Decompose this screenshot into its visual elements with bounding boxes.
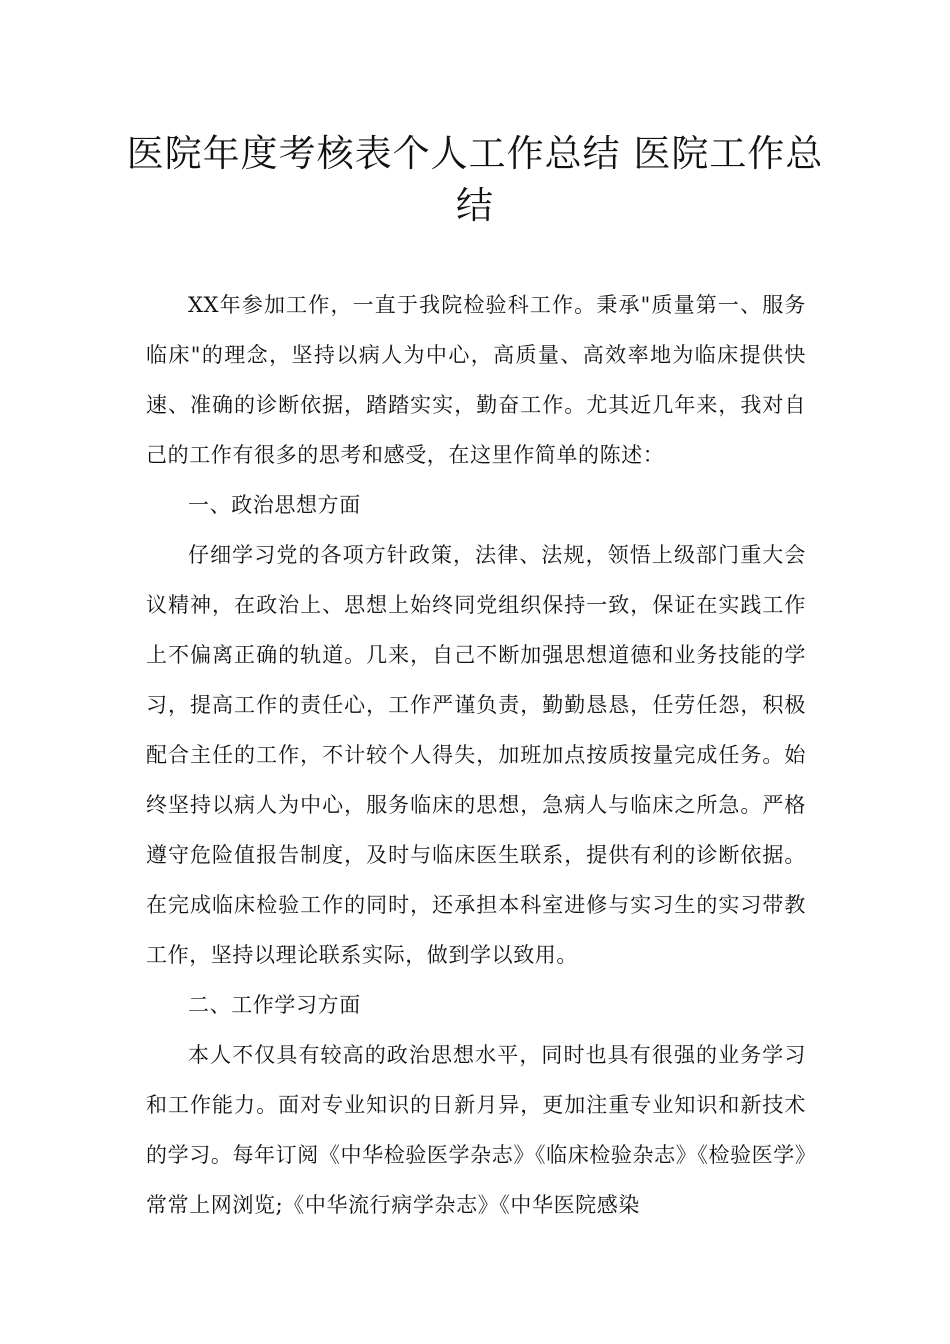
politics-paragraph: 仔细学习党的各项方针政策，法律、法规，领悟上级部门重大会议精神，在政治上、思想上始终同党组织保持一致，保证在实践工作上不偏离正确的轨道。几来，自己不断加强思想道德和业务技能的学习，提高工作的责任心，工作严谨负责，勤勤恳恳，任劳任怨，积极配合主任的工作，不计较个人得失，加班加点按质按量完成任务。始终坚持以病人为中心，服务临床的思想，急病人与临床之所急。严格遵守危险值报告制度，及时与临床医生联系，提供有利的诊断依据。在完成临床检验工作的同时，还承担本科室进修与实习生的实习带教工作，坚持以理论联系实际，做到学以致用。 <box>146 543 806 967</box>
section-heading-politics: 一、政治思想方面 <box>188 493 361 517</box>
document-body <box>146 280 806 1230</box>
section-heading-work-study: 二、工作学习方面 <box>188 993 361 1017</box>
document-title: 医院年度考核表个人工作总结 医院工作总结 <box>126 132 824 227</box>
work-study-paragraph: 本人不仅具有较高的政治思想水平，同时也具有很强的业务学习和工作能力。面对专业知识的日新月异，更加注重专业知识和新技术的学习。每年订阅《中华检验医学杂志》《临床检验杂志》《检验医学》常常上网浏览;《中华流行病学杂志》《中华医院感染 <box>146 1043 806 1217</box>
intro-paragraph: XX年参加工作，一直于我院检验科工作。秉承"质量第一、服务临床"的理念，坚持以病人为中心，高质量、高效率地为临床提供快速、准确的诊断依据，踏踏实实，勤奋工作。尤其近几年来，我对自己的工作有很多的思考和感受，在这里作简单的陈述： <box>146 293 806 467</box>
